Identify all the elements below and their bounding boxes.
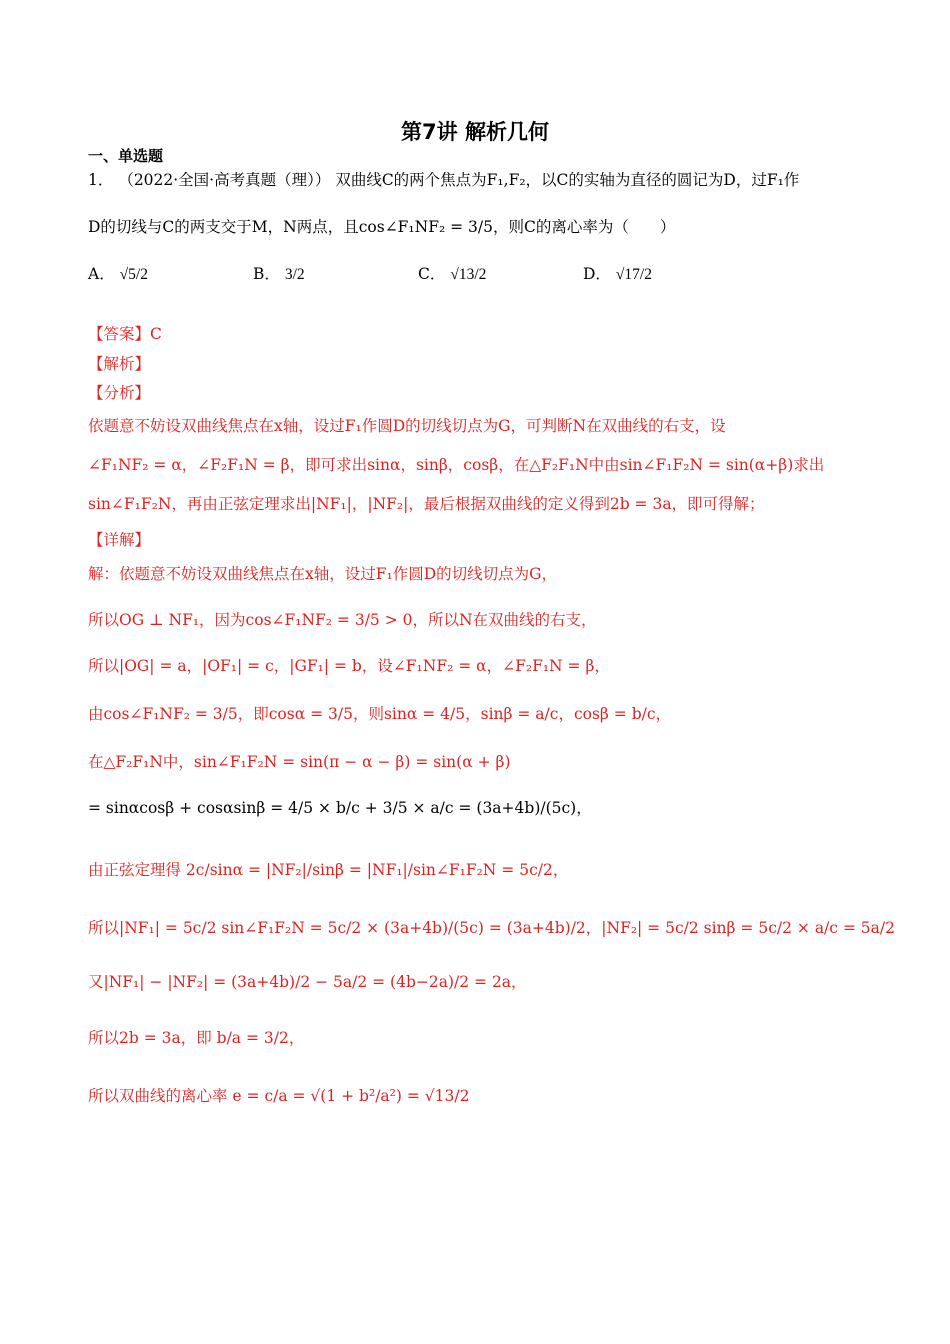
detail-line-2: 所以OG ⊥ NF₁，因为cos∠F₁NF₂ = 3/5 > 0，所以N在双曲线的右支， (88, 611, 597, 629)
section-heading: 一、单选题 (88, 147, 164, 165)
option-d[interactable] (583, 262, 652, 284)
fenxi-line-3: sin∠F₁F₂N，再由正弦定理求出|NF₁|，|NF₂|，最后根据双曲线的定义得到2b = 3a，即可得解； (88, 495, 765, 513)
detail-line-9: 又|NF₁| − |NF₂| = (3a+4b)/2 − 5a/2 = (4b−2a)/2 = 2a， (88, 973, 527, 991)
question-line-2: D的切线与C的两支交于M，N两点，且cos∠F₁NF₂ = 3/5，则C的离心率为（ ） (88, 218, 676, 236)
detail-line-10: 所以2b = 3a，即 b/a = 3/2， (88, 1029, 305, 1047)
option-c[interactable] (418, 262, 486, 284)
option-d-label: D． (583, 265, 611, 283)
question-source: （2022·全国·高考真题（理）） (118, 171, 331, 189)
fenxi-line-2: ∠F₁NF₂ = α，∠F₂F₁N = β，即可求出sinα，sinβ，cosβ，在△F₂F₁N中由sin∠F₁F₂N = sin(α+β)求出 (88, 456, 825, 474)
detail-line-11: 所以双曲线的离心率 e = c/a = √(1 + b²/a²) = √13/2 (88, 1087, 470, 1105)
detail-line-1: 解：依题意不妨设双曲线焦点在x轴，设过F₁作圆D的切线切点为G， (88, 565, 558, 583)
detail-line-6: = sinαcosβ + cosαsinβ = 4/5 × b/c + 3/5 × a/c = (3a+4b)/(5c)， (88, 799, 592, 817)
option-d-value: √17/2 (615, 266, 652, 283)
option-b-label: B． (253, 265, 280, 283)
fenxi-label: 【分析】 (88, 384, 151, 402)
detail-label: 【详解】 (88, 531, 151, 549)
detail-line-5: 在△F₂F₁N中，sin∠F₁F₂N = sin(π − α − β) = sin(α + β) (88, 753, 511, 771)
fenxi-line-1: 依题意不妨设双曲线焦点在x轴，设过F₁作圆D的切线切点为G，可判断N在双曲线的右支，设 (88, 417, 726, 435)
analysis-label: 【解析】 (88, 355, 151, 373)
option-b[interactable] (253, 262, 305, 284)
answer-label: 【答案】C (88, 325, 162, 343)
question-number: 1． (88, 171, 114, 189)
option-a[interactable] (88, 262, 148, 284)
question-line-1 (88, 170, 799, 190)
option-b-value: 3/2 (284, 266, 305, 283)
option-c-value: √13/2 (450, 266, 487, 283)
question-stem-1: 双曲线C的两个焦点为F₁,F₂，以C的实轴为直径的圆记为D，过F₁作 (335, 171, 800, 189)
detail-line-7: 由正弦定理得 2c/sinα = |NF₂|/sinβ = |NF₁|/sin∠F₁F₂N = 5c/2， (88, 861, 569, 879)
detail-line-8: 所以|NF₁| = 5c/2 sin∠F₁F₂N = 5c/2 × (3a+4b)/(5c) = (3a+4b)/2，|NF₂| = 5c/2 sinβ = 5c/2 × a/c = 5a/2 (88, 919, 895, 937)
page-title: 第7讲 解析几何 (401, 120, 549, 144)
option-c-label: C． (418, 265, 446, 283)
detail-line-3: 所以|OG| = a，|OF₁| = c，|GF₁| = b，设∠F₁NF₂ = α，∠F₂F₁N = β， (88, 657, 610, 675)
detail-line-4: 由cos∠F₁NF₂ = 3/5，即cosα = 3/5，则sinα = 4/5，sinβ = a/c，cosβ = b/c， (88, 705, 672, 723)
option-a-value: √5/2 (119, 266, 148, 283)
option-a-label: A． (88, 265, 115, 283)
